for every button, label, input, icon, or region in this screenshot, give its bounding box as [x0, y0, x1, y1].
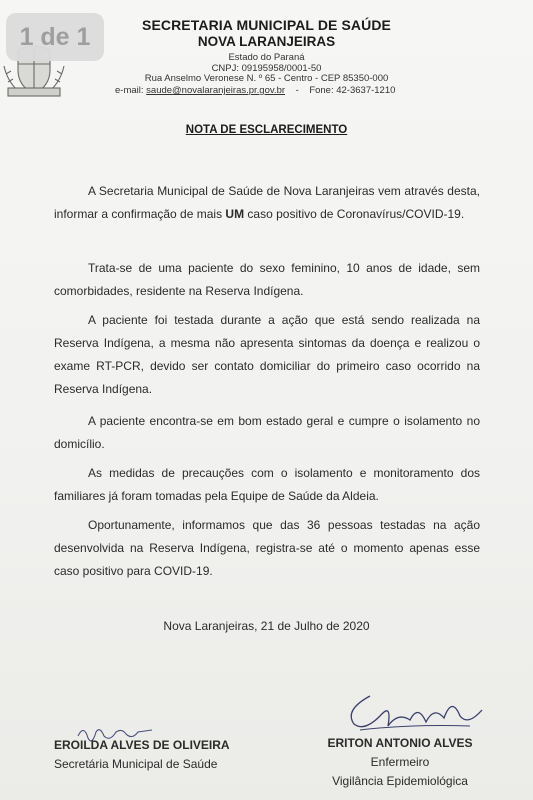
document-title: NOTA DE ESCLARECIMENTO: [185, 124, 348, 136]
cnpj-line: CNPJ: 09195958/0001-50: [211, 63, 322, 74]
paragraph-3: [54, 309, 480, 401]
contact-separator: -: [295, 85, 299, 96]
p3-text: A paciente foi testada durante a ação que está sendo realizada na Reserva Indígena, a mesma não apresenta sintomas da doença e realizou o exame RT-PCR, devido ser contato domiciliar do primeiro caso ocorrido na Reserva Indígena.: [54, 313, 480, 396]
p1-text-pre: A Secretaria Municipal de Saúde de Nova Laranjeiras vem através desta, informar a confirmação de mais: [54, 184, 480, 221]
p1-text-post: caso positivo de Coronavírus/COVID-19.: [244, 207, 465, 221]
p1-emphasis: UM: [225, 207, 245, 221]
paragraph-2: [54, 257, 480, 303]
email-link[interactable]: saude@novalaranjeiras.pr.gov.br: [146, 85, 286, 96]
p2-text: Trata-se de uma paciente do sexo feminino, 10 anos de idade, sem comorbidades, residente na Reserva Indígena.: [54, 261, 480, 298]
signer-right-role-2: Vigilância Epidemiológica: [332, 774, 468, 788]
page-indicator: 1 de 1: [6, 13, 104, 61]
paragraph-1: [54, 180, 480, 226]
paragraph-6: [54, 514, 480, 583]
state-line: Estado do Paraná: [228, 52, 305, 63]
address-line: Rua Anselmo Veronese N. º 65 - Centro - CEP 85350-000: [144, 73, 389, 84]
email-label: e-mail:: [115, 85, 144, 96]
signer-left-role: Secretária Municipal de Saúde: [54, 757, 218, 771]
paragraph-4: [54, 410, 480, 456]
phone-text: Fone: 42-3637-1210: [309, 85, 396, 96]
contact-line: [115, 85, 475, 96]
signer-right-name: ERITON ANTONIO ALVES: [327, 736, 473, 750]
p5-text: As medidas de precauções com o isolamento e monitoramento dos familiares já foram tomadas pela Equipe de Saúde da Aldeia.: [54, 466, 480, 503]
signature-left: [54, 736, 230, 774]
right-signature-scribble: [340, 686, 490, 738]
p4-text: A paciente encontra-se em bom estado geral e cumpre o isolamento no domicílio.: [54, 414, 480, 451]
p6-text: Oportunamente, informamos que das 36 pessoas testadas na ação desenvolvida na Reserva Indígena, registra-se até o momento apenas esse caso positivo para COVID-19.: [54, 518, 480, 578]
signer-right-role-1: Enfermeiro: [370, 755, 430, 769]
signer-left-name: EROILDA ALVES DE OLIVEIRA: [54, 738, 230, 752]
paragraph-5: [54, 462, 480, 508]
city-name: NOVA LARANJEIRAS: [197, 34, 336, 49]
date-line: Nova Laranjeiras, 21 de Julho de 2020: [163, 619, 370, 633]
signature-right: [326, 734, 474, 791]
org-name: SECRETARIA MUNICIPAL DE SAÚDE: [142, 17, 391, 33]
